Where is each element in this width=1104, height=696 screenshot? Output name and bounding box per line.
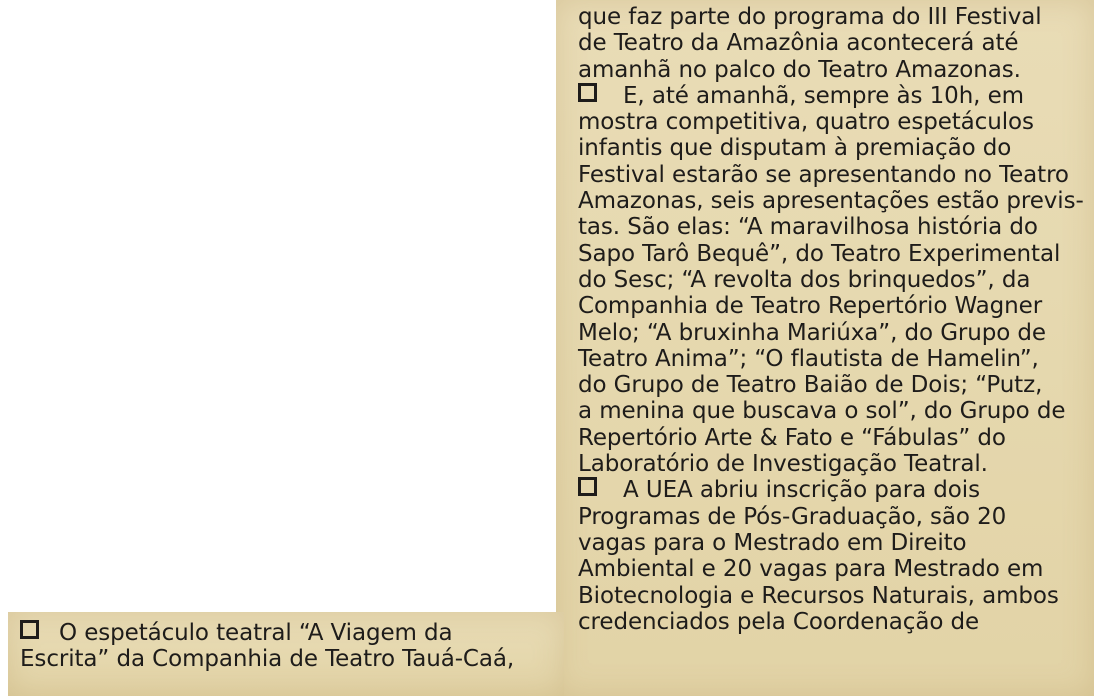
text-line (578, 372, 1084, 398)
line-text: Programas de Pós-Graduação, são 20 (578, 503, 1007, 530)
line-text: O espetáculo teatral “A Viagem da (59, 620, 453, 646)
line-text: do Sesc; “A revolta dos brinquedos”, da (578, 266, 1031, 293)
text-line (578, 162, 1084, 188)
paragraph-start-line (578, 83, 1084, 109)
text-line (578, 267, 1084, 293)
text-line (578, 188, 1084, 214)
text-line (578, 109, 1084, 135)
line-text: amanhã no palco do Teatro Amazonas. (578, 56, 1021, 83)
line-text: E, até amanhã, sempre às 10h, em (623, 82, 1024, 109)
line-text: Ambiental e 20 vagas para Mestrado em (578, 556, 1044, 583)
line-text: credenciados pela Coordenação de (578, 608, 980, 635)
line-text: Companhia de Teatro Repertório Wagner (578, 293, 1043, 320)
line-text: mostra competitiva, quatro espetáculos (578, 109, 1034, 136)
paragraph-start-line (578, 477, 1084, 503)
text-line (578, 504, 1084, 530)
square-bullet-icon (578, 477, 597, 496)
line-text: vagas para o Mestrado em Direito (578, 529, 967, 556)
text-line (578, 320, 1084, 346)
article-column-right (578, 4, 1084, 635)
text-line (578, 293, 1084, 319)
line-text: Amazonas, seis apresentações estão previs- (578, 188, 1084, 215)
text-line (578, 398, 1084, 424)
line-text: Biotecnologia e Recursos Naturais, ambos (578, 582, 1059, 609)
line-text: a menina que buscava o sol”, do Grupo de (578, 398, 1066, 425)
line-text: que faz parte do programa do III Festival (578, 4, 1042, 30)
article-column-left (20, 620, 514, 673)
line-text: tas. São elas: “A maravilhosa história do (578, 214, 1038, 241)
square-bullet-icon (20, 620, 39, 639)
line-text: Sapo Tarô Bequê”, do Teatro Experimental (578, 240, 1061, 267)
line-text: Repertório Arte & Fato e “Fábulas” do (578, 424, 1006, 451)
paragraph-start-line (20, 620, 514, 646)
text-line (578, 346, 1084, 372)
text-line (578, 425, 1084, 451)
line-text: Teatro Anima”; “O flautista de Hamelin”, (578, 345, 1039, 372)
text-line (578, 583, 1084, 609)
text-line (20, 646, 514, 672)
square-bullet-icon (578, 83, 597, 102)
text-line (578, 214, 1084, 240)
line-text: do Grupo de Teatro Baião de Dois; “Putz, (578, 372, 1043, 399)
line-text: Escrita” da Companhia de Teatro Tauá-Caá, (20, 646, 515, 673)
line-text: de Teatro da Amazônia acontecerá até (578, 30, 1019, 57)
text-line (578, 4, 1084, 30)
line-text: Laboratório de Investigação Teatral. (578, 451, 988, 478)
text-line (578, 241, 1084, 267)
text-line (578, 135, 1084, 161)
text-line (578, 30, 1084, 56)
line-text: Festival estarão se apresentando no Teatro (578, 161, 1069, 188)
text-line (578, 451, 1084, 477)
line-text: Melo; “A bruxinha Mariúxa”, do Grupo de (578, 319, 1046, 346)
text-line (578, 530, 1084, 556)
text-line (578, 609, 1084, 635)
text-line (578, 556, 1084, 582)
line-text: infantis que disputam à premiação do (578, 135, 1012, 162)
line-text: A UEA abriu inscrição para dois (623, 477, 980, 504)
text-line (578, 57, 1084, 83)
